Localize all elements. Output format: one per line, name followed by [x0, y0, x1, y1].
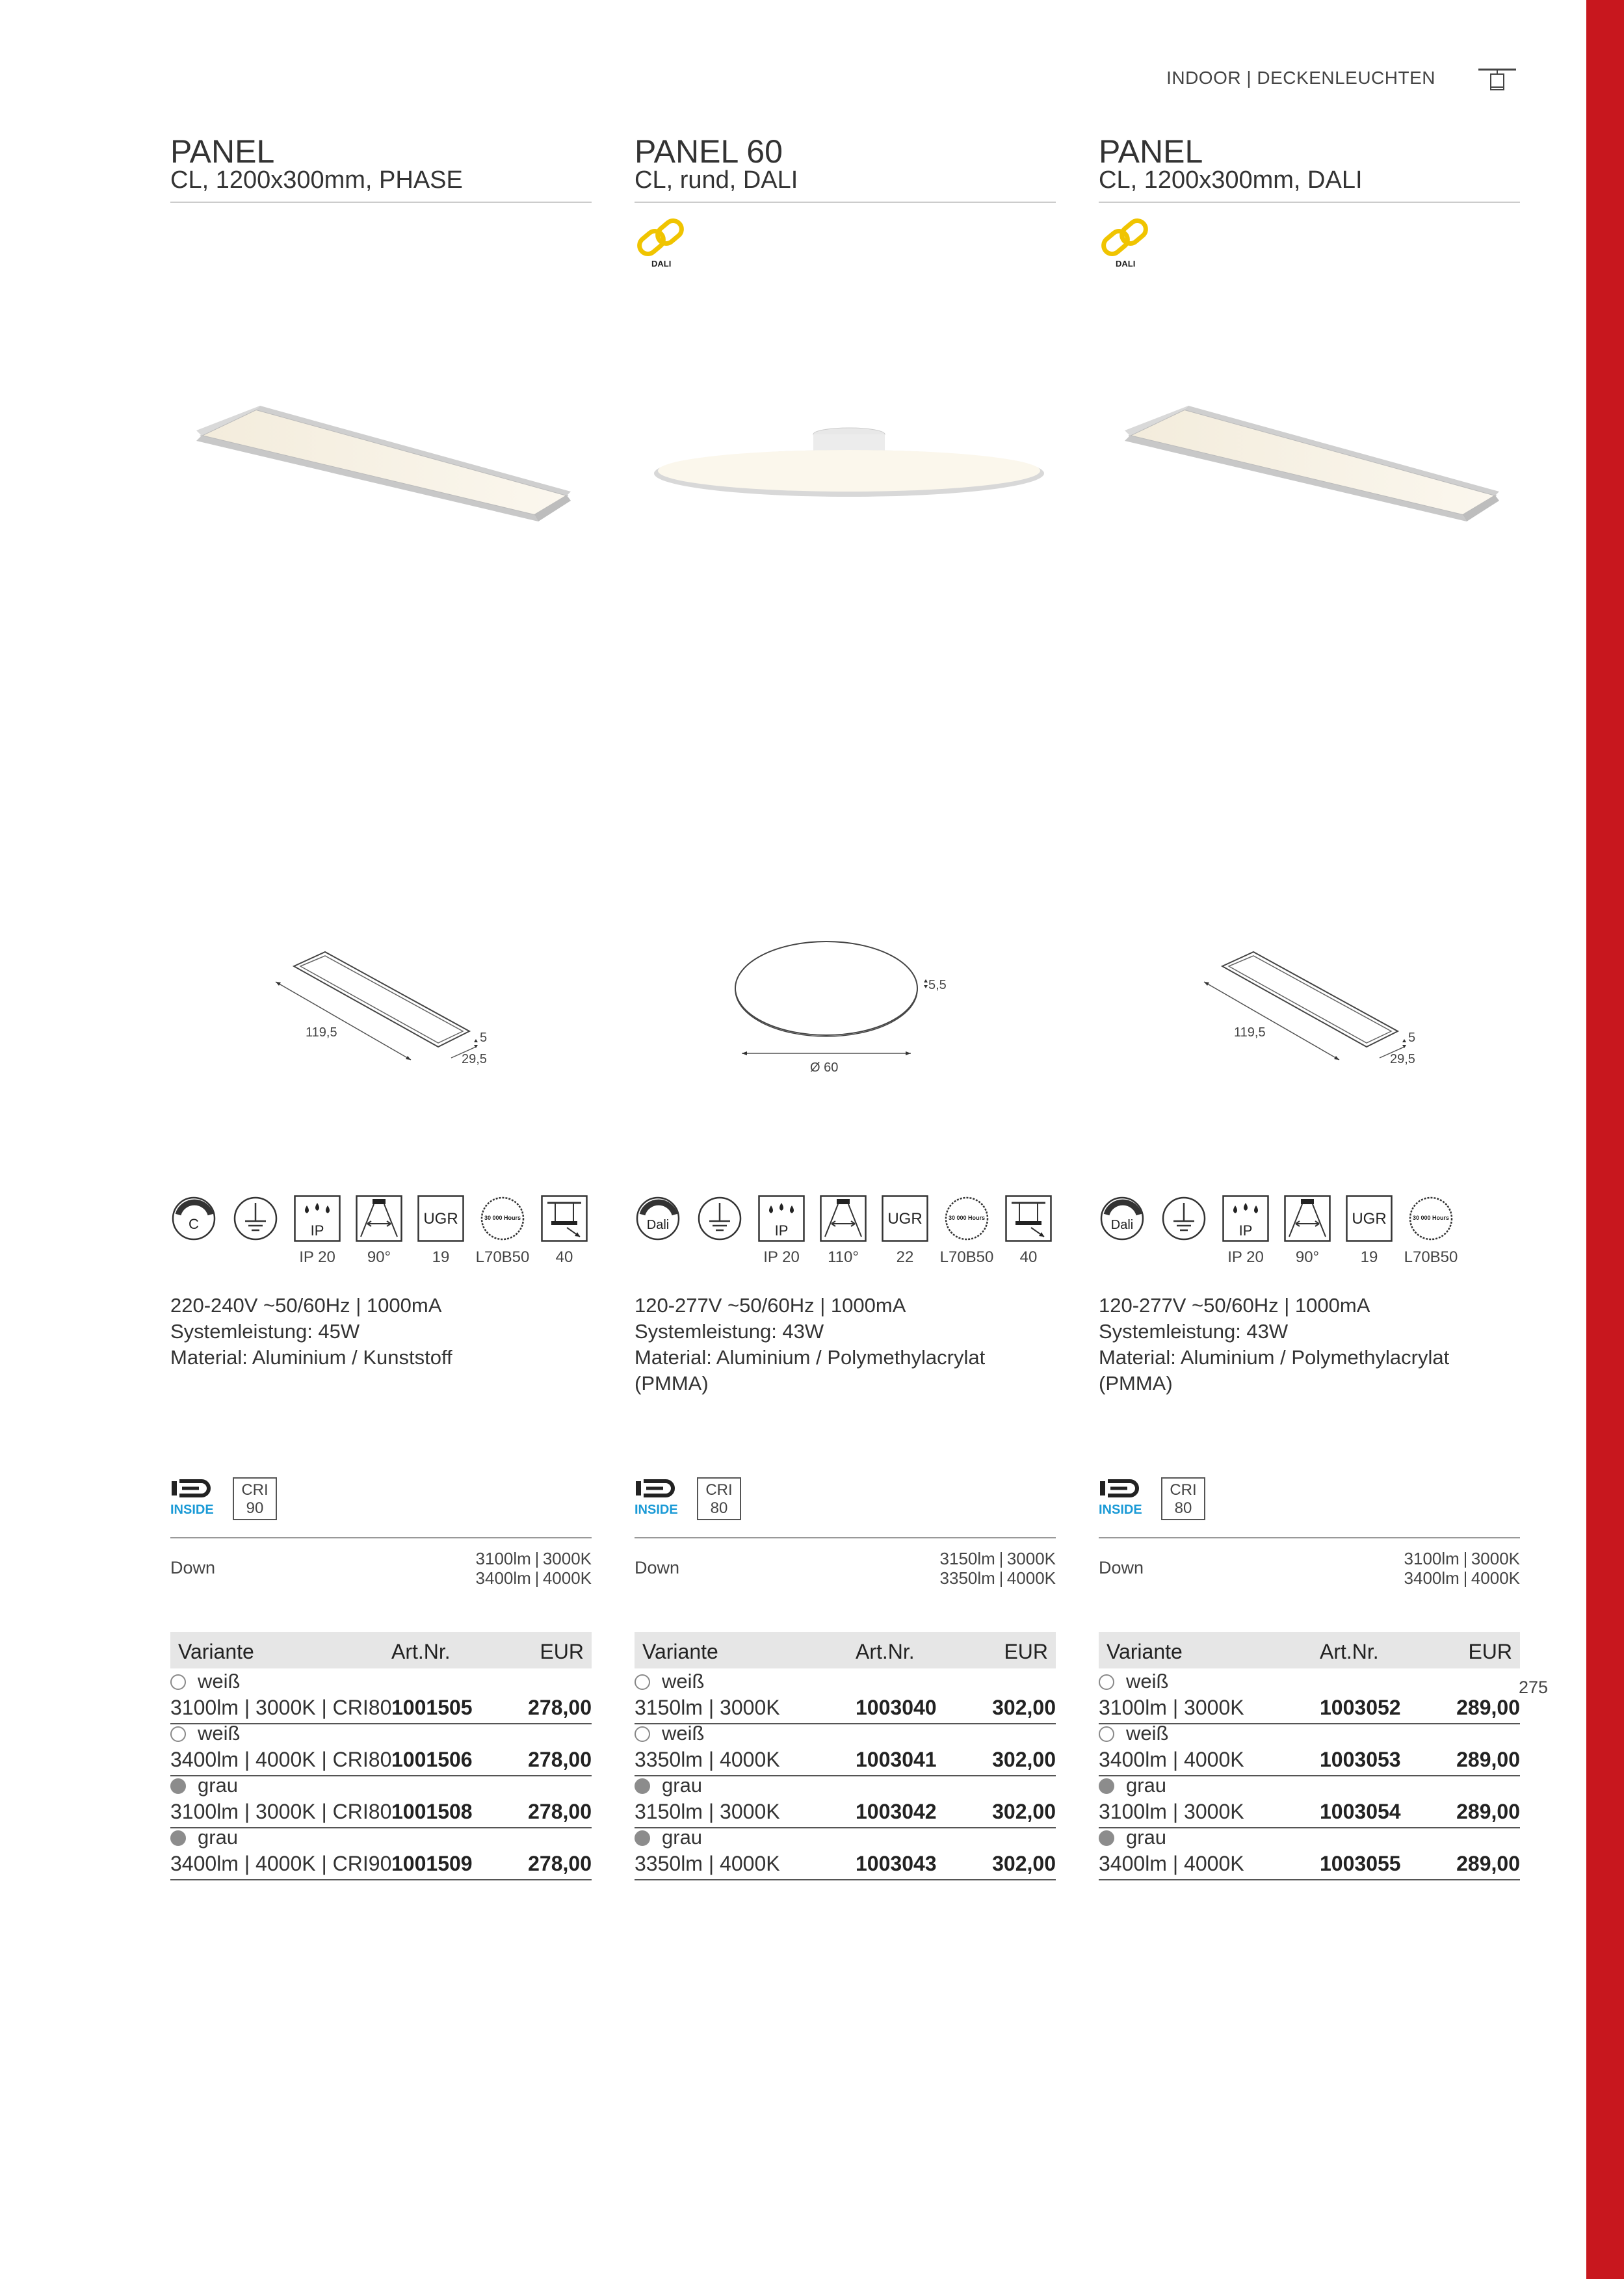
icon-label: 30 000 Hours — [484, 1215, 521, 1221]
col-art-nr: Art.Nr. — [856, 1640, 915, 1663]
icon-label: UGR — [1352, 1210, 1387, 1228]
color-dot-icon — [1099, 1674, 1114, 1690]
icon-caption: 110° — [828, 1248, 859, 1266]
lumen: 3400lm — [475, 1568, 531, 1588]
technical-specs — [1099, 1293, 1521, 1397]
led-inside-label: INSIDE — [170, 1503, 214, 1517]
dimension-drawing — [635, 930, 1057, 1092]
spec-line: Systemleistung: 43W — [635, 1320, 824, 1343]
light-divider — [170, 1537, 592, 1538]
dim-width: 29,5 — [462, 1052, 487, 1066]
article-number: 1003052 — [1320, 1696, 1401, 1719]
ip-rating-icon — [294, 1195, 341, 1242]
article-number: 1001506 — [391, 1748, 473, 1771]
color-dot-icon — [170, 1778, 186, 1794]
article-number: 1001508 — [391, 1800, 473, 1823]
phase-dimming-icon — [170, 1195, 217, 1242]
product-photo — [170, 364, 593, 559]
technical-specs — [170, 1293, 452, 1371]
color-dot-icon — [635, 1674, 650, 1690]
price: 289,00 — [1456, 1748, 1520, 1771]
ip-rating-icon — [758, 1195, 805, 1242]
variant-color — [635, 1722, 704, 1745]
variant-label: 3100lm | 3000K — [1099, 1800, 1244, 1823]
feature-icons — [1099, 1195, 1521, 1266]
color-dot-icon — [1099, 1778, 1114, 1794]
color-dot-icon — [1099, 1830, 1114, 1846]
col-variant: Variante — [1107, 1640, 1183, 1663]
color-temp: 3000K — [1471, 1549, 1520, 1568]
ugr-icon — [417, 1195, 464, 1242]
price: 289,00 — [1456, 1696, 1520, 1719]
row-underline — [170, 1879, 592, 1880]
page-number: 275 — [1519, 1678, 1549, 1697]
variant-color — [1099, 1774, 1166, 1797]
variant-label: 3150lm | 3000K — [635, 1696, 780, 1719]
light-divider — [635, 1537, 1056, 1538]
icon-label: 30 000 Hours — [948, 1215, 986, 1221]
dim-width: 29,5 — [1390, 1052, 1415, 1066]
feature-icons — [635, 1195, 1057, 1266]
article-number: 1003054 — [1320, 1800, 1401, 1823]
ugr-icon — [1346, 1195, 1393, 1242]
led-inside-icon — [635, 1477, 689, 1518]
color-temp: 4000K — [542, 1568, 592, 1588]
dim-height: 5,5 — [928, 978, 947, 992]
dim-length: 119,5 — [1234, 1025, 1266, 1040]
spec-line: Systemleistung: 45W — [170, 1320, 360, 1343]
price: 289,00 — [1456, 1800, 1520, 1823]
color-label: weiß — [662, 1722, 705, 1745]
icon-caption: IP 20 — [1227, 1248, 1264, 1266]
color-label: weiß — [1126, 1722, 1169, 1745]
cri-label: CRI — [1170, 1481, 1197, 1499]
icon-label: UGR — [423, 1210, 458, 1228]
icon-label: Dali — [1110, 1218, 1134, 1232]
price: 302,00 — [992, 1852, 1056, 1875]
col-variant: Variante — [642, 1640, 718, 1663]
icon-caption: 22 — [896, 1248, 914, 1266]
color-temp: 4000K — [1471, 1568, 1520, 1588]
article-number: 1003055 — [1320, 1852, 1401, 1875]
icon-label: UGR — [887, 1210, 923, 1228]
icon-caption: 90° — [367, 1248, 391, 1266]
price: 278,00 — [528, 1748, 592, 1771]
color-label: weiß — [198, 1670, 241, 1693]
ip-rating-icon — [1222, 1195, 1269, 1242]
lumen-values — [1404, 1549, 1520, 1588]
color-temp: 4000K — [1006, 1568, 1056, 1588]
earth-class-icon — [232, 1195, 279, 1242]
lumen-row — [476, 1549, 592, 1568]
col-variant: Variante — [178, 1640, 254, 1663]
product-photo — [1099, 364, 1521, 559]
earth-class-icon — [1160, 1195, 1207, 1242]
color-label: weiß — [1126, 1670, 1169, 1693]
cri-badge — [233, 1477, 277, 1520]
spec-line: Systemleistung: 43W — [1099, 1320, 1289, 1343]
page-edge-bar — [1586, 0, 1624, 2279]
suspension-icon — [1005, 1195, 1052, 1242]
price: 302,00 — [992, 1696, 1056, 1719]
variant-label: 3100lm | 3000K — [1099, 1696, 1244, 1719]
price: 278,00 — [528, 1852, 592, 1875]
col-art-nr: Art.Nr. — [391, 1640, 451, 1663]
article-number: 1003053 — [1320, 1748, 1401, 1771]
beam-angle-icon — [820, 1195, 867, 1242]
price: 278,00 — [528, 1800, 592, 1823]
article-number: 1003043 — [856, 1852, 937, 1875]
cri-badge — [1161, 1477, 1205, 1520]
lumen-values — [940, 1549, 1056, 1588]
icon-caption: L70B50 — [939, 1248, 994, 1266]
earth-class-icon — [696, 1195, 743, 1242]
lumen-row — [1404, 1549, 1520, 1568]
lumen: 3150lm — [939, 1549, 995, 1568]
dali-badge-label: DALI — [1116, 259, 1136, 269]
color-dot-icon — [635, 1726, 650, 1742]
suspension-icon — [541, 1195, 588, 1242]
row-underline — [1099, 1879, 1520, 1880]
dimension-drawing — [1099, 930, 1521, 1092]
led-inside-label: INSIDE — [635, 1503, 678, 1517]
title-divider — [170, 202, 592, 203]
lumen-row — [1404, 1568, 1520, 1588]
variant-color — [635, 1826, 702, 1849]
variant-label: 3350lm | 4000K — [635, 1748, 780, 1771]
icon-label: 30 000 Hours — [1412, 1215, 1450, 1221]
product-photo — [635, 364, 1057, 559]
section-header: INDOOR | DECKENLEUCHTEN — [1166, 68, 1435, 88]
variant-table-header — [635, 1632, 1056, 1668]
cri-value: 90 — [246, 1499, 264, 1517]
article-number: 1001509 — [391, 1852, 473, 1875]
color-dot-icon — [635, 1778, 650, 1794]
icon-caption: 19 — [1360, 1248, 1378, 1266]
color-label: grau — [198, 1826, 239, 1849]
lumen: 3350lm — [939, 1568, 995, 1588]
beam-angle-icon — [356, 1195, 402, 1242]
lumen-row — [940, 1549, 1056, 1568]
icon-caption: IP 20 — [299, 1248, 335, 1266]
color-label: weiß — [662, 1670, 705, 1693]
light-direction: Down — [635, 1558, 680, 1577]
icon-label: IP — [1238, 1222, 1253, 1239]
color-label: weiß — [198, 1722, 241, 1745]
led-inside-icon — [170, 1477, 225, 1518]
color-temp: 3000K — [1006, 1549, 1056, 1568]
col-art-nr: Art.Nr. — [1320, 1640, 1379, 1663]
variant-color — [1099, 1722, 1168, 1745]
variant-label: 3100lm | 3000K | CRI80 — [170, 1800, 392, 1823]
product-column — [635, 0, 1057, 2279]
color-dot-icon — [170, 1674, 186, 1690]
dim-length: 119,5 — [306, 1025, 337, 1040]
icon-label: IP — [774, 1222, 789, 1239]
cri-value: 80 — [710, 1499, 728, 1517]
spec-line: 120-277V ~50/60Hz | 1000mA — [1099, 1294, 1370, 1317]
ugr-icon — [882, 1195, 928, 1242]
cri-badge — [697, 1477, 741, 1520]
variant-label: 3400lm | 4000K | CRI80 — [170, 1748, 392, 1771]
spec-line: Material: Aluminium / Polymethylacrylat (PMMA) — [1099, 1346, 1450, 1395]
color-label: grau — [662, 1774, 703, 1797]
product-title: PANEL 60 — [635, 133, 783, 170]
beam-angle-icon — [1284, 1195, 1331, 1242]
article-number: 1003040 — [856, 1696, 937, 1719]
article-number: 1001505 — [391, 1696, 473, 1719]
title-divider — [635, 202, 1056, 203]
dali-dimming-icon — [1099, 1195, 1146, 1242]
led-inside-icon — [1099, 1477, 1153, 1518]
lumen: 3400lm — [1404, 1568, 1460, 1588]
dali-link-icon — [635, 215, 689, 269]
icon-caption: 19 — [432, 1248, 450, 1266]
price: 302,00 — [992, 1800, 1056, 1823]
icon-label: IP — [310, 1222, 324, 1239]
variant-table-header — [1099, 1632, 1520, 1668]
variant-color — [1099, 1670, 1168, 1693]
led-inside-label: INSIDE — [1099, 1503, 1142, 1517]
product-column — [1099, 0, 1521, 2279]
cri-value: 80 — [1174, 1499, 1192, 1517]
lifetime-hours-icon — [479, 1195, 526, 1242]
variant-color — [170, 1826, 238, 1849]
price: 278,00 — [528, 1696, 592, 1719]
dali-badge-label: DALI — [651, 259, 672, 269]
cri-label: CRI — [705, 1481, 733, 1499]
product-title: PANEL — [1099, 133, 1203, 170]
feature-icons — [170, 1195, 593, 1266]
color-label: grau — [1126, 1826, 1167, 1849]
variant-label: 3100lm | 3000K | CRI80 — [170, 1696, 392, 1719]
dim-diameter: Ø 60 — [810, 1060, 839, 1075]
technical-specs — [635, 1293, 1057, 1397]
dali-link-icon — [1099, 215, 1153, 269]
variant-label: 3400lm | 4000K — [1099, 1852, 1244, 1875]
variant-color — [170, 1670, 240, 1693]
variant-color — [170, 1722, 240, 1745]
variant-table-header — [170, 1632, 592, 1668]
dali-dimming-icon — [635, 1195, 681, 1242]
lumen-values — [476, 1549, 592, 1588]
lifetime-hours-icon — [1408, 1195, 1454, 1242]
variant-color — [635, 1670, 704, 1693]
article-number: 1003041 — [856, 1748, 937, 1771]
product-subtitle: CL, rund, DALI — [635, 166, 798, 194]
color-dot-icon — [170, 1726, 186, 1742]
icon-caption: IP 20 — [763, 1248, 800, 1266]
lumen: 3100lm — [475, 1549, 531, 1568]
spec-line: 220-240V ~50/60Hz | 1000mA — [170, 1294, 442, 1317]
article-number: 1003042 — [856, 1800, 937, 1823]
spec-line: 120-277V ~50/60Hz | 1000mA — [635, 1294, 906, 1317]
color-label: grau — [198, 1774, 239, 1797]
icon-caption: 40 — [555, 1248, 573, 1266]
variant-color — [635, 1774, 702, 1797]
variant-label: 3350lm | 4000K — [635, 1852, 780, 1875]
variant-color — [170, 1774, 238, 1797]
price: 289,00 — [1456, 1852, 1520, 1875]
dim-height: 5 — [480, 1031, 488, 1045]
lumen-row — [476, 1568, 592, 1588]
icon-caption: L70B50 — [475, 1248, 530, 1266]
icon-caption: 40 — [1019, 1248, 1038, 1266]
color-dot-icon — [635, 1830, 650, 1846]
lumen-row — [940, 1568, 1056, 1588]
product-subtitle: CL, 1200x300mm, PHASE — [170, 166, 463, 194]
col-eur: EUR — [1468, 1640, 1512, 1663]
lifetime-hours-icon — [943, 1195, 990, 1242]
icon-label: C — [189, 1216, 199, 1232]
product-column — [170, 0, 593, 2279]
row-underline — [635, 1879, 1056, 1880]
col-eur: EUR — [1004, 1640, 1048, 1663]
product-title: PANEL — [170, 133, 275, 170]
color-temp: 3000K — [542, 1549, 592, 1568]
price: 302,00 — [992, 1748, 1056, 1771]
spec-line: Material: Aluminium / Polymethylacrylat (PMMA) — [635, 1346, 986, 1395]
color-dot-icon — [170, 1830, 186, 1846]
variant-color — [1099, 1826, 1166, 1849]
lumen: 3100lm — [1404, 1549, 1460, 1568]
variant-label: 3400lm | 4000K — [1099, 1748, 1244, 1771]
variant-label: 3150lm | 3000K — [635, 1800, 780, 1823]
light-divider — [1099, 1537, 1520, 1538]
color-label: grau — [662, 1826, 703, 1849]
color-label: grau — [1126, 1774, 1167, 1797]
light-direction: Down — [170, 1558, 216, 1577]
cri-label: CRI — [241, 1481, 268, 1499]
product-subtitle: CL, 1200x300mm, DALI — [1099, 166, 1363, 194]
dim-height: 5 — [1408, 1031, 1416, 1045]
light-direction: Down — [1099, 1558, 1144, 1577]
icon-caption: L70B50 — [1404, 1248, 1458, 1266]
spec-line: Material: Aluminium / Kunststoff — [170, 1346, 452, 1369]
col-eur: EUR — [540, 1640, 584, 1663]
icon-caption: 90° — [1295, 1248, 1320, 1266]
color-dot-icon — [1099, 1726, 1114, 1742]
icon-label: Dali — [646, 1218, 670, 1232]
title-divider — [1099, 202, 1520, 203]
dimension-drawing — [170, 930, 593, 1092]
variant-label: 3400lm | 4000K | CRI90 — [170, 1852, 392, 1875]
